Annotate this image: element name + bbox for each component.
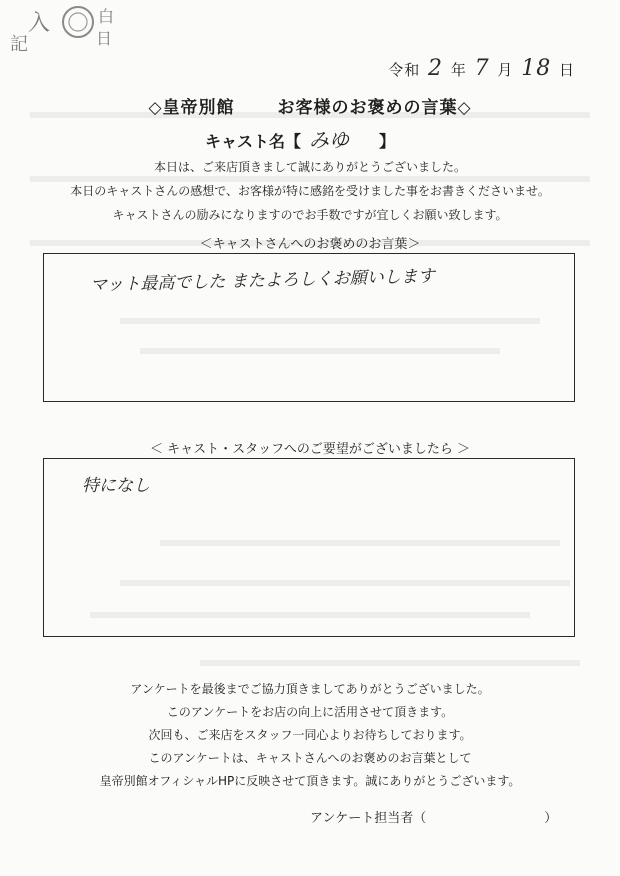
cast-name-handwritten: みゆ <box>309 128 350 152</box>
bleed-through-line <box>200 660 580 666</box>
intro-line: キャストさんの励みになりますのでお手数ですが宜しくお願い致します。 <box>112 208 508 222</box>
store-name: ◇皇帝別館 <box>148 98 235 118</box>
page-title <box>0 93 620 118</box>
date-day-unit: 日 <box>558 61 575 79</box>
form-heading: お客様のお褒めの言葉◇ <box>277 98 472 118</box>
cast-name-label: キャスト名【 <box>205 132 302 151</box>
closing-line: アンケートを最後までご協力頂きましてありがとうございました。 <box>130 682 490 696</box>
date-year-unit: 年 <box>450 61 467 79</box>
cast-name-bracket-close: 】 <box>379 132 396 151</box>
survey-staff-field <box>310 807 557 826</box>
survey-date <box>388 56 575 81</box>
closing-line: このアンケートは、キャストさんへのお褒めのお言葉として <box>148 751 472 765</box>
requests-handwritten-text: 特になし <box>82 476 150 496</box>
staff-bracket-close: ） <box>544 811 558 826</box>
cast-name-field <box>205 124 395 153</box>
svg-text:入: 入 <box>28 11 51 36</box>
svg-text:記: 記 <box>10 34 28 55</box>
date-month-unit: 月 <box>497 61 514 79</box>
praise-handwritten-text: マット最高でした またよろしくお願いします <box>89 266 436 296</box>
date-day-handwritten: 18 <box>521 56 552 81</box>
closing-line: 次回も、ご来店をスタッフ一同心よりお待ちしております。 <box>148 728 472 742</box>
staff-label: アンケート担当者（ <box>310 811 427 826</box>
svg-text:日: 日 <box>96 29 113 48</box>
stamp-seal <box>6 0 118 56</box>
date-month-handwritten: 7 <box>474 56 490 81</box>
intro-line: 本日は、ご来店頂きまして誠にありがとうございました。 <box>153 160 466 174</box>
praise-section-label: ＜キャストさんへのお褒めのお言葉＞ <box>199 237 421 252</box>
date-year-handwritten: 2 <box>428 56 444 81</box>
closing-line: このアンケートをお店の向上に活用させて頂きます。 <box>166 705 454 719</box>
intro-line: 本日のキャストさんの感想で、お客様が特に感銘を受けました事をお書きくださいませ。 <box>70 184 550 198</box>
svg-text:白: 白 <box>98 7 115 26</box>
requests-section-label: ＜ キャスト・スタッフへのご要望がございましたら ＞ <box>149 442 470 457</box>
date-era: 令和 <box>388 61 421 79</box>
closing-line: 皇帝別館オフィシャルHPに反映させて頂きます。誠にありがとうございます。 <box>99 774 521 788</box>
